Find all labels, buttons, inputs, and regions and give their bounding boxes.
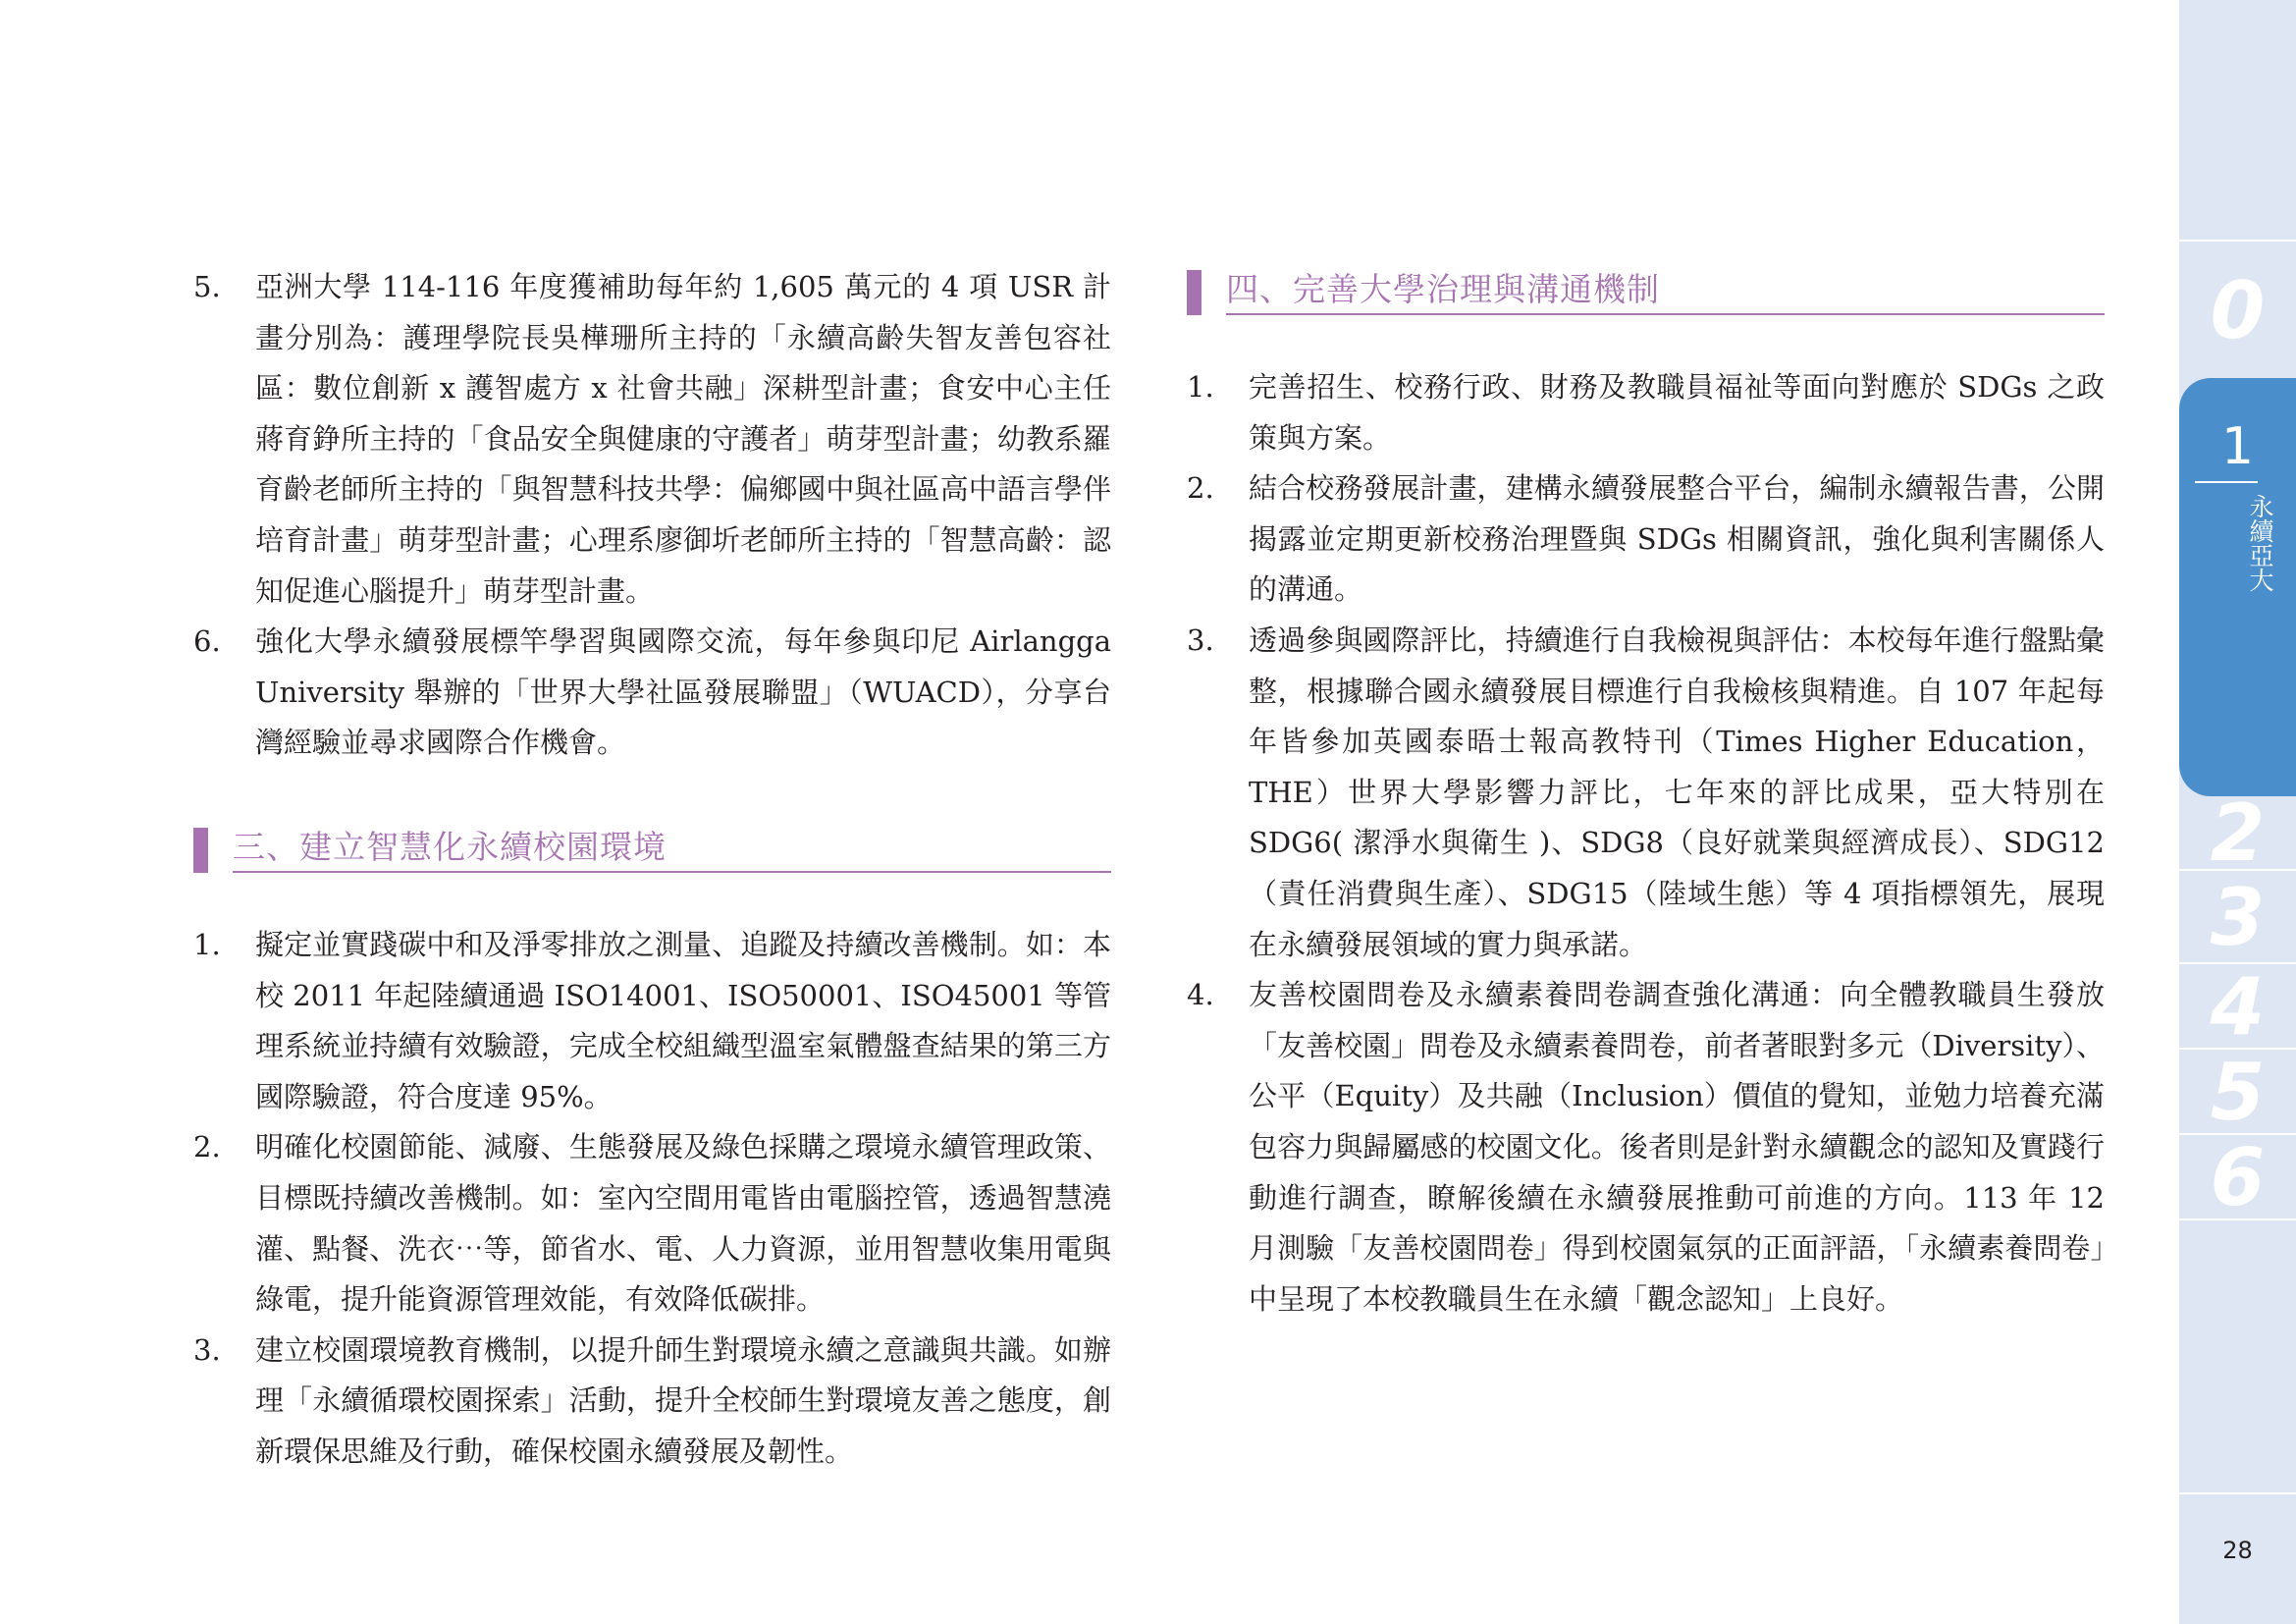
list-item (1187, 970, 2105, 1325)
continued-list (193, 262, 1111, 769)
list-item (1187, 463, 2105, 616)
chapter-number: 3 (2210, 872, 2266, 963)
item-text: 友善校園問卷及永續素養問卷調查強化溝通：向全體教職員生發放「友善校園」問卷及永續素養問卷，前者著眼對多元（Diversity）、公平（Equity）及共融（Inclusion）價值的覺知，並勉力培養充滿包容力與歸屬感的校園文化。後者則是針對永續觀念的認知及實踐行動進行調查，瞭解後續在永續發展推動可前進的方向。113 年 12 月測驗「友善校園問卷」得到校園氣氛的正面評語，「永續素養問卷」中呈現了本校教職員生在永續「觀念認知」上良好。 (1249, 978, 2105, 1316)
chapter-label: 永續亞大 (2246, 494, 2274, 592)
chapter-label-wrap (2179, 494, 2273, 592)
chapter-tab-6[interactable] (2179, 1132, 2296, 1223)
item-number: 5. (193, 270, 221, 303)
chapter-number: 6 (2210, 1132, 2266, 1223)
list-item (193, 262, 1111, 617)
section-heading-3 (193, 828, 1111, 873)
item-number: 6. (193, 624, 221, 659)
item-number: 2. (193, 1130, 221, 1164)
chapter-number: 1 (2220, 417, 2255, 476)
item-text: 建立校園環境教育機制，以提升師生對環境永續之意識與共識。如辦理「永續循環校園探索」活動，提升全校師生對環境友善之態度，創新環保思維及行動，確保校園永續發展及韌性。 (255, 1332, 1111, 1468)
section-title: 四、完善大學治理與溝通機制 (1226, 270, 2105, 315)
item-number: 3. (193, 1332, 221, 1367)
list-item (1187, 362, 2105, 463)
chapter-divider (2195, 481, 2258, 483)
chapter-number: 2 (2210, 786, 2266, 879)
heading-accent-bar (193, 828, 208, 873)
item-number: 3. (1187, 623, 1214, 657)
item-text: 強化大學永續發展標竿學習與國際交流，每年參與印尼 Airlangga University 舉辦的「世界大學社區發展聯盟」（WUACD），分享台灣經驗並尋求國際合作機會。 (255, 624, 1111, 760)
item-text: 完善招生、校務行政、財務及教職員福祉等面向對應於 SDGs 之政策與方案。 (1249, 370, 2105, 455)
heading-accent-bar (1187, 270, 1201, 315)
chapter-number: 0 (2210, 265, 2266, 356)
page-number: 28 (2179, 1492, 2296, 1624)
list-item (193, 1122, 1111, 1325)
chapter-tab-2[interactable] (2179, 786, 2296, 879)
item-number: 4. (1187, 978, 1214, 1012)
item-text: 亞洲大學 114-116 年度獲補助每年約 1,605 萬元的 4 項 USR 計畫分別為：護理學院長吳樺珊所主持的「永續高齡失智友善包容社區：數位創新 x 護智處方 x 社會共融」深耕型計畫；食安中心主任蔣育錚所主持的「食品安全與健康的守護者」萌芽型計畫；幼教系羅育齡老師所主持的「與智慧科技共學：偏鄉國中與社區高中語言學伴培育計畫」萌芽型計畫；心理系廖御圻老師所主持的「智慧高齡：認知促進心腦提升」萌芽型計畫。 (255, 270, 1111, 608)
chapter-tab-4[interactable] (2179, 961, 2296, 1053)
section-4-list (1187, 362, 2105, 1325)
item-text: 透過參與國際評比，持續進行自我檢視與評估：本校每年進行盤點彙整，根據聯合國永續發展目標進行自我檢核與精進。自 107 年起每年皆參加英國泰晤士報高教特刊（Times Higher Education，THE）世界大學影響力評比，七年來的評比成果，亞大特別在 SDG6( 潔淨水與衛生 )、SDG8（良好就業與經濟成長）、SDG12（責任消費與生產）、SDG15（陸域生態）等 4 項指標領先，展現在永續發展領域的實力與承諾。 (1249, 623, 2105, 961)
chapter-tab-0[interactable] (2179, 240, 2296, 380)
item-number: 1. (193, 928, 221, 961)
list-item (193, 617, 1111, 769)
chapter-number: 4 (2210, 961, 2266, 1053)
list-item (193, 920, 1111, 1122)
item-number: 2. (1187, 471, 1214, 506)
list-item (1187, 616, 2105, 970)
chapter-number: 5 (2210, 1047, 2266, 1138)
section-title: 三、建立智慧化永續校園環境 (233, 828, 1111, 873)
item-text: 明確化校園節能、減廢、生態發展及綠色採購之環境永續管理政策、目標既持續改善機制。如：室內空間用電皆由電腦控管，透過智慧澆灌、點餐、洗衣⋯等，節省水、電、人力資源，並用智慧收集用電與綠電，提升能資源管理效能，有效降低碳排。 (255, 1130, 1111, 1317)
item-text: 結合校務發展計畫，建構永續發展整合平台，編制永續報告書，公開揭露並定期更新校務治理暨與 SDGs 相關資訊，強化與利害關係人的溝通。 (1249, 471, 2105, 607)
chapter-tab-3[interactable] (2179, 869, 2296, 964)
chapter-tab-1-active[interactable] (2179, 378, 2296, 796)
sidebar-spacer (2179, 1218, 2296, 1494)
section-heading-4 (1187, 270, 2105, 315)
section-3-list (193, 920, 1111, 1478)
item-number: 1. (1187, 370, 1214, 404)
chapter-tab-5[interactable] (2179, 1047, 2296, 1138)
list-item (193, 1326, 1111, 1478)
item-text: 擬定並實踐碳中和及淨零排放之測量、追蹤及持續改善機制。如：本校 2011 年起陸續通過 ISO14001、ISO50001、ISO45001 等管理系統並持續有效驗證，完成全校組織型溫室氣體盤查結果的第三方國際驗證，符合度達 95%。 (255, 928, 1111, 1113)
chapter-sidebar (2179, 0, 2296, 1624)
